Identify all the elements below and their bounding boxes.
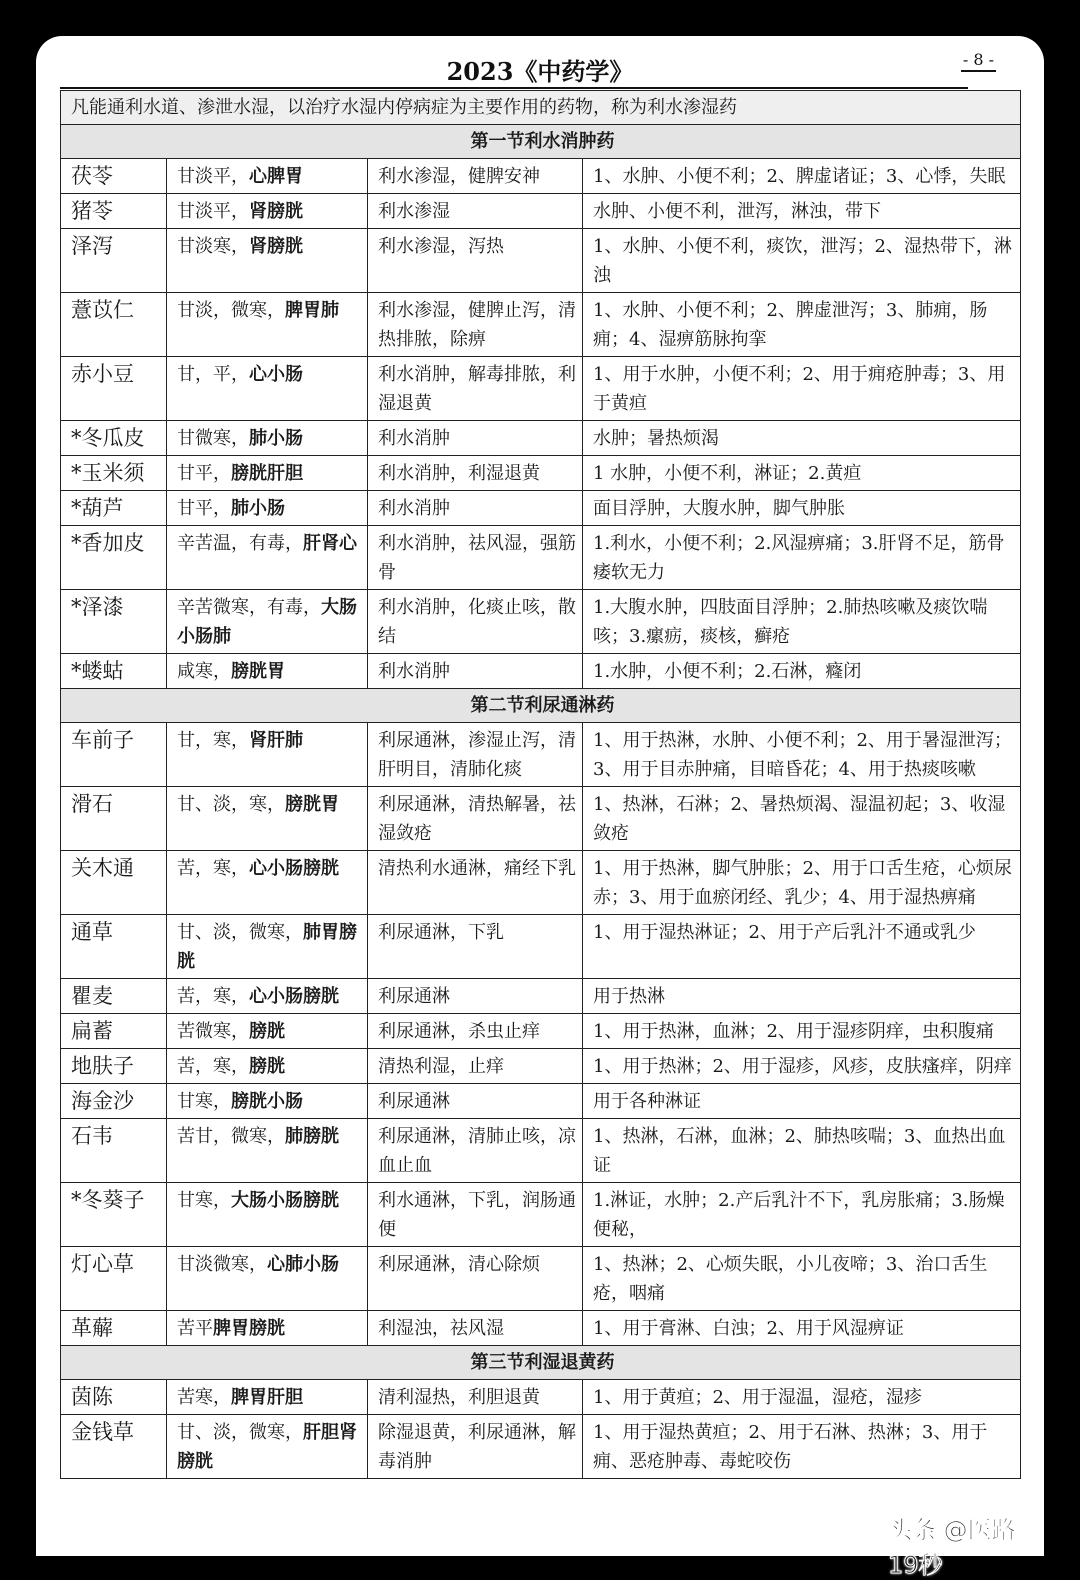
- herb-indication: 1、水肿、小便不利，痰饮，泄泻；2、湿热带下，淋浊: [583, 229, 1021, 293]
- herb-name: *冬葵子: [61, 1183, 167, 1247]
- herb-effect: 利水消肿，祛风湿，强筋骨: [368, 526, 583, 590]
- herb-indication: 水肿；暑热烦渴: [583, 421, 1021, 456]
- herb-channel: 肺小肠: [249, 428, 303, 449]
- herb-indication: 1、水肿、小便不利；2、脾虚诸证；3、心悸，失眠: [583, 159, 1021, 194]
- table-row: [61, 1119, 1021, 1183]
- document-page: [36, 36, 1044, 1579]
- herb-effect: 利水消肿，解毒排脓，利湿退黄: [368, 357, 583, 421]
- herb-effect: 利湿浊，祛风湿: [368, 1311, 583, 1346]
- herb-channel: 心小肠膀胱: [249, 986, 339, 1007]
- herb-channel: 肺膀胱: [285, 1126, 339, 1147]
- herb-name: *葫芦: [61, 491, 167, 526]
- herb-nature: 甘寒，: [177, 1190, 231, 1211]
- herb-name: *香加皮: [61, 526, 167, 590]
- herb-property-cell: [167, 915, 368, 979]
- herb-property-cell: [167, 229, 368, 293]
- herb-name: 瞿麦: [61, 979, 167, 1014]
- herb-property-cell: [167, 1183, 368, 1247]
- herb-channel: 心小肠: [249, 364, 303, 385]
- herb-indication: 1、用于水肿，小便不利；2、用于痈疮肿毒；3、用于黄疸: [583, 357, 1021, 421]
- herb-name: 猪苓: [61, 194, 167, 229]
- herb-effect: 利尿通淋，清热解暑，祛湿敛疮: [368, 787, 583, 851]
- herb-nature: 甘、淡，微寒，: [177, 922, 303, 943]
- herb-name: 灯心草: [61, 1247, 167, 1311]
- herb-property-cell: [167, 787, 368, 851]
- herb-nature: 苦微寒，: [177, 1021, 249, 1042]
- herb-nature: 苦，寒，: [177, 858, 249, 879]
- section-title: 第三节利湿退黄药: [61, 1346, 1021, 1380]
- herb-channel: 大肠小肠肺: [177, 597, 357, 647]
- herb-name: *泽漆: [61, 590, 167, 654]
- herb-channel: 肝胆肾膀胱: [177, 1422, 357, 1472]
- herb-indication: 1、用于热淋，血淋；2、用于湿疹阴痒，虫积腹痛: [583, 1014, 1021, 1049]
- herb-nature: 甘淡平，: [177, 201, 249, 222]
- herb-name: 赤小豆: [61, 357, 167, 421]
- table-row: [61, 194, 1021, 229]
- section-title: 第二节利尿通淋药: [61, 689, 1021, 723]
- herb-indication: 1、热淋，石淋；2、暑热烦渴、湿温初起；3、收湿敛疮: [583, 787, 1021, 851]
- table-row: [61, 654, 1021, 689]
- herb-property-cell: [167, 590, 368, 654]
- herb-nature: 辛苦微寒，有毒，: [177, 597, 321, 618]
- herb-effect: 清利湿热，利胆退黄: [368, 1380, 583, 1415]
- herb-property-cell: [167, 526, 368, 590]
- herb-nature: 甘、淡，寒，: [177, 794, 285, 815]
- herb-property-cell: [167, 456, 368, 491]
- herb-channel: 膀胱肝胆: [231, 463, 303, 484]
- herb-name: 薏苡仁: [61, 293, 167, 357]
- herb-channel: 脾胃膀胱: [213, 1318, 285, 1339]
- table-row: [61, 456, 1021, 491]
- herb-name: 车前子: [61, 723, 167, 787]
- herb-effect: 利尿通淋，杀虫止痒: [368, 1014, 583, 1049]
- herb-indication: 1.水肿，小便不利；2.石淋，癃闭: [583, 654, 1021, 689]
- table-row: [61, 1415, 1021, 1479]
- herb-name: *玉米须: [61, 456, 167, 491]
- herb-property-cell: [167, 194, 368, 229]
- herb-nature: 甘淡寒，: [177, 236, 249, 257]
- table-row: [61, 1247, 1021, 1311]
- page-header: [60, 36, 1020, 88]
- herb-indication: 1.淋证，水肿；2.产后乳汁不下，乳房胀痛；3.肠燥便秘，: [583, 1183, 1021, 1247]
- herb-name: 扁蓄: [61, 1014, 167, 1049]
- table-row: [61, 1084, 1021, 1119]
- herb-property-cell: [167, 1415, 368, 1479]
- herb-effect: 清热利湿，止痒: [368, 1049, 583, 1084]
- table-row: [61, 293, 1021, 357]
- herb-indication: 1、用于热淋；2、用于湿疹，风疹，皮肤瘙痒，阴痒: [583, 1049, 1021, 1084]
- intro-row: [61, 91, 1021, 125]
- herb-effect: 利水消肿: [368, 421, 583, 456]
- herb-channel: 肾肝肺: [249, 730, 303, 751]
- table-row: [61, 1014, 1021, 1049]
- header-rule: [60, 87, 968, 89]
- herb-nature: 甘，寒，: [177, 730, 249, 751]
- herb-nature: 甘平，: [177, 498, 231, 519]
- herb-property-cell: [167, 1311, 368, 1346]
- herb-channel: 肝肾心: [303, 533, 357, 554]
- table-row: [61, 1311, 1021, 1346]
- herb-effect: 利水渗湿，健脾止泻，清热排脓，除痹: [368, 293, 583, 357]
- herb-property-cell: [167, 1247, 368, 1311]
- table-row: [61, 915, 1021, 979]
- herb-nature: 甘微寒，: [177, 428, 249, 449]
- herb-name: 茵陈: [61, 1380, 167, 1415]
- herb-nature: 苦寒，: [177, 1387, 231, 1408]
- herb-name: 金钱草: [61, 1415, 167, 1479]
- herb-indication: 用于各种淋证: [583, 1084, 1021, 1119]
- herb-indication: 1、用于热淋，水肿、小便不利；2、用于暑湿泄泻；3、用于目赤肿痛，目暗昏花；4、用于热痰咳嗽: [583, 723, 1021, 787]
- herb-indication: 用于热淋: [583, 979, 1021, 1014]
- herb-effect: 利水消肿: [368, 654, 583, 689]
- herb-indication: 1.大腹水肿，四肢面目浮肿；2.肺热咳嗽及痰饮喘咳；3.瘰疬，痰核，癣疮: [583, 590, 1021, 654]
- herb-channel: 心小肠膀胱: [249, 858, 339, 879]
- herb-indication: 1、热淋，石淋，血淋；2、肺热咳喘；3、血热出血证: [583, 1119, 1021, 1183]
- table-row: [61, 1380, 1021, 1415]
- herb-indication: 1.利水，小便不利；2.风湿痹痛；3.肝肾不足，筋骨痿软无力: [583, 526, 1021, 590]
- herb-effect: 利水渗湿: [368, 194, 583, 229]
- herb-name: 石韦: [61, 1119, 167, 1183]
- intro-text: 凡能通利水道、渗泄水湿，以治疗水湿内停病症为主要作用的药物，称为利水渗湿药: [61, 91, 1021, 125]
- herb-indication: 1、热淋；2、心烦失眠，小儿夜啼；3、治口舌生疮，咽痛: [583, 1247, 1021, 1311]
- table-row: [61, 421, 1021, 456]
- herb-name: 地肤子: [61, 1049, 167, 1084]
- herb-channel: 膀胱小肠: [231, 1091, 303, 1112]
- section-header-row: [61, 689, 1021, 723]
- herb-channel: 膀胱胃: [285, 794, 339, 815]
- herb-indication: 1、水肿、小便不利；2、脾虚泄泻；3、肺痈，肠痈；4、湿痹筋脉拘挛: [583, 293, 1021, 357]
- herb-effect: 利水消肿，化痰止咳，散结: [368, 590, 583, 654]
- page-number: - 8 -: [961, 50, 996, 72]
- section-header-row: [61, 1346, 1021, 1380]
- herb-channel: 肾膀胱: [249, 201, 303, 222]
- herb-channel: 肺小肠: [231, 498, 285, 519]
- herb-channel: 肺胃膀胱: [177, 922, 357, 972]
- herb-indication: 1、用于热淋，脚气肿胀；2、用于口舌生疮，心烦尿赤；3、用于血瘀闭经、乳少；4、用于湿热痹痛: [583, 851, 1021, 915]
- herb-effect: 利尿通淋，渗湿止泻，清肝明目，清肺化痰: [368, 723, 583, 787]
- herb-property-cell: [167, 1014, 368, 1049]
- herb-effect: 利尿通淋，下乳: [368, 915, 583, 979]
- herb-nature: 苦，寒，: [177, 986, 249, 1007]
- herb-name: 海金沙: [61, 1084, 167, 1119]
- herb-table: [60, 90, 1021, 1479]
- herb-indication: 水肿、小便不利，泄泻，淋浊，带下: [583, 194, 1021, 229]
- herb-channel: 大肠小肠膀胱: [231, 1190, 339, 1211]
- herb-indication: 面目浮肿，大腹水肿，脚气肿胀: [583, 491, 1021, 526]
- table-row: [61, 159, 1021, 194]
- table-row: [61, 979, 1021, 1014]
- herb-name: *蝼蛄: [61, 654, 167, 689]
- herb-indication: 1、用于湿热淋证；2、用于产后乳汁不通或乳少: [583, 915, 1021, 979]
- herb-effect: 除湿退黄，利尿通淋，解毒消肿: [368, 1415, 583, 1479]
- herb-property-cell: [167, 851, 368, 915]
- herb-effect: 利水渗湿，泻热: [368, 229, 583, 293]
- table-row: [61, 851, 1021, 915]
- herb-channel: 肾膀胱: [249, 236, 303, 257]
- table-row: [61, 357, 1021, 421]
- herb-nature: 苦甘，微寒，: [177, 1126, 285, 1147]
- document-title: 2023《中药学》: [446, 57, 634, 86]
- herb-indication: 1、用于湿热黄疸；2、用于石淋、热淋；3、用于痈、恶疮肿毒、毒蛇咬伤: [583, 1415, 1021, 1479]
- herb-name: *冬瓜皮: [61, 421, 167, 456]
- herb-property-cell: [167, 421, 368, 456]
- herb-property-cell: [167, 491, 368, 526]
- herb-nature: 甘淡，微寒，: [177, 300, 285, 321]
- herb-channel: 心肺小肠: [267, 1254, 339, 1275]
- table-row: [61, 1049, 1021, 1084]
- table-row: [61, 1183, 1021, 1247]
- herb-effect: 利尿通淋，清心除烦: [368, 1247, 583, 1311]
- table-row: [61, 723, 1021, 787]
- herb-indication: 1、用于膏淋、白浊；2、用于风湿痹证: [583, 1311, 1021, 1346]
- table-row: [61, 526, 1021, 590]
- herb-property-cell: [167, 1049, 368, 1084]
- herb-property-cell: [167, 1084, 368, 1119]
- herb-channel: 脾胃肺: [285, 300, 339, 321]
- section-title: 第一节利水消肿药: [61, 125, 1021, 159]
- herb-indication: 1 水肿，小便不利，淋证；2.黄疸: [583, 456, 1021, 491]
- herb-channel: 膀胱: [249, 1021, 285, 1042]
- herb-name: 泽泻: [61, 229, 167, 293]
- herb-name: 革薢: [61, 1311, 167, 1346]
- herb-name: 通草: [61, 915, 167, 979]
- herb-property-cell: [167, 159, 368, 194]
- herb-property-cell: [167, 1380, 368, 1415]
- herb-nature: 甘淡平，: [177, 166, 249, 187]
- table-row: [61, 787, 1021, 851]
- herb-property-cell: [167, 654, 368, 689]
- herb-channel: 脾胃肝胆: [231, 1387, 303, 1408]
- table-row: [61, 229, 1021, 293]
- herb-channel: 膀胱: [249, 1056, 285, 1077]
- herb-name: 滑石: [61, 787, 167, 851]
- herb-nature: 甘、淡，微寒，: [177, 1422, 303, 1443]
- herb-nature: 苦，寒，: [177, 1056, 249, 1077]
- herb-effect: 利水消肿，利湿退黄: [368, 456, 583, 491]
- herb-property-cell: [167, 723, 368, 787]
- section-header-row: [61, 125, 1021, 159]
- herb-channel: 膀胱胃: [231, 661, 285, 682]
- herb-table-body: [61, 91, 1021, 1479]
- herb-property-cell: [167, 1119, 368, 1183]
- herb-nature: 辛苦温，有毒，: [177, 533, 303, 554]
- herb-name: 关木通: [61, 851, 167, 915]
- herb-nature: 咸寒，: [177, 661, 231, 682]
- watermark: 头条 @医路19秒: [888, 1516, 1016, 1579]
- herb-indication: 1、用于黄疸；2、用于湿温，湿疮，湿疹: [583, 1380, 1021, 1415]
- herb-property-cell: [167, 293, 368, 357]
- herb-effect: 利水渗湿，健脾安神: [368, 159, 583, 194]
- herb-effect: 利尿通淋，清肺止咳，凉血止血: [368, 1119, 583, 1183]
- herb-property-cell: [167, 357, 368, 421]
- herb-property-cell: [167, 979, 368, 1014]
- table-row: [61, 491, 1021, 526]
- herb-effect: 利水通淋，下乳，润肠通便: [368, 1183, 583, 1247]
- herb-effect: 利尿通淋: [368, 979, 583, 1014]
- herb-name: 茯苓: [61, 159, 167, 194]
- herb-effect: 利水消肿: [368, 491, 583, 526]
- herb-channel: 心脾胃: [249, 166, 303, 187]
- herb-nature: 甘淡微寒，: [177, 1254, 267, 1275]
- herb-nature: 苦平: [177, 1318, 213, 1339]
- table-row: [61, 590, 1021, 654]
- herb-nature: 甘平，: [177, 463, 231, 484]
- herb-nature: 甘寒，: [177, 1091, 231, 1112]
- herb-nature: 甘，平，: [177, 364, 249, 385]
- herb-effect: 清热利水通淋，痛经下乳: [368, 851, 583, 915]
- herb-effect: 利尿通淋: [368, 1084, 583, 1119]
